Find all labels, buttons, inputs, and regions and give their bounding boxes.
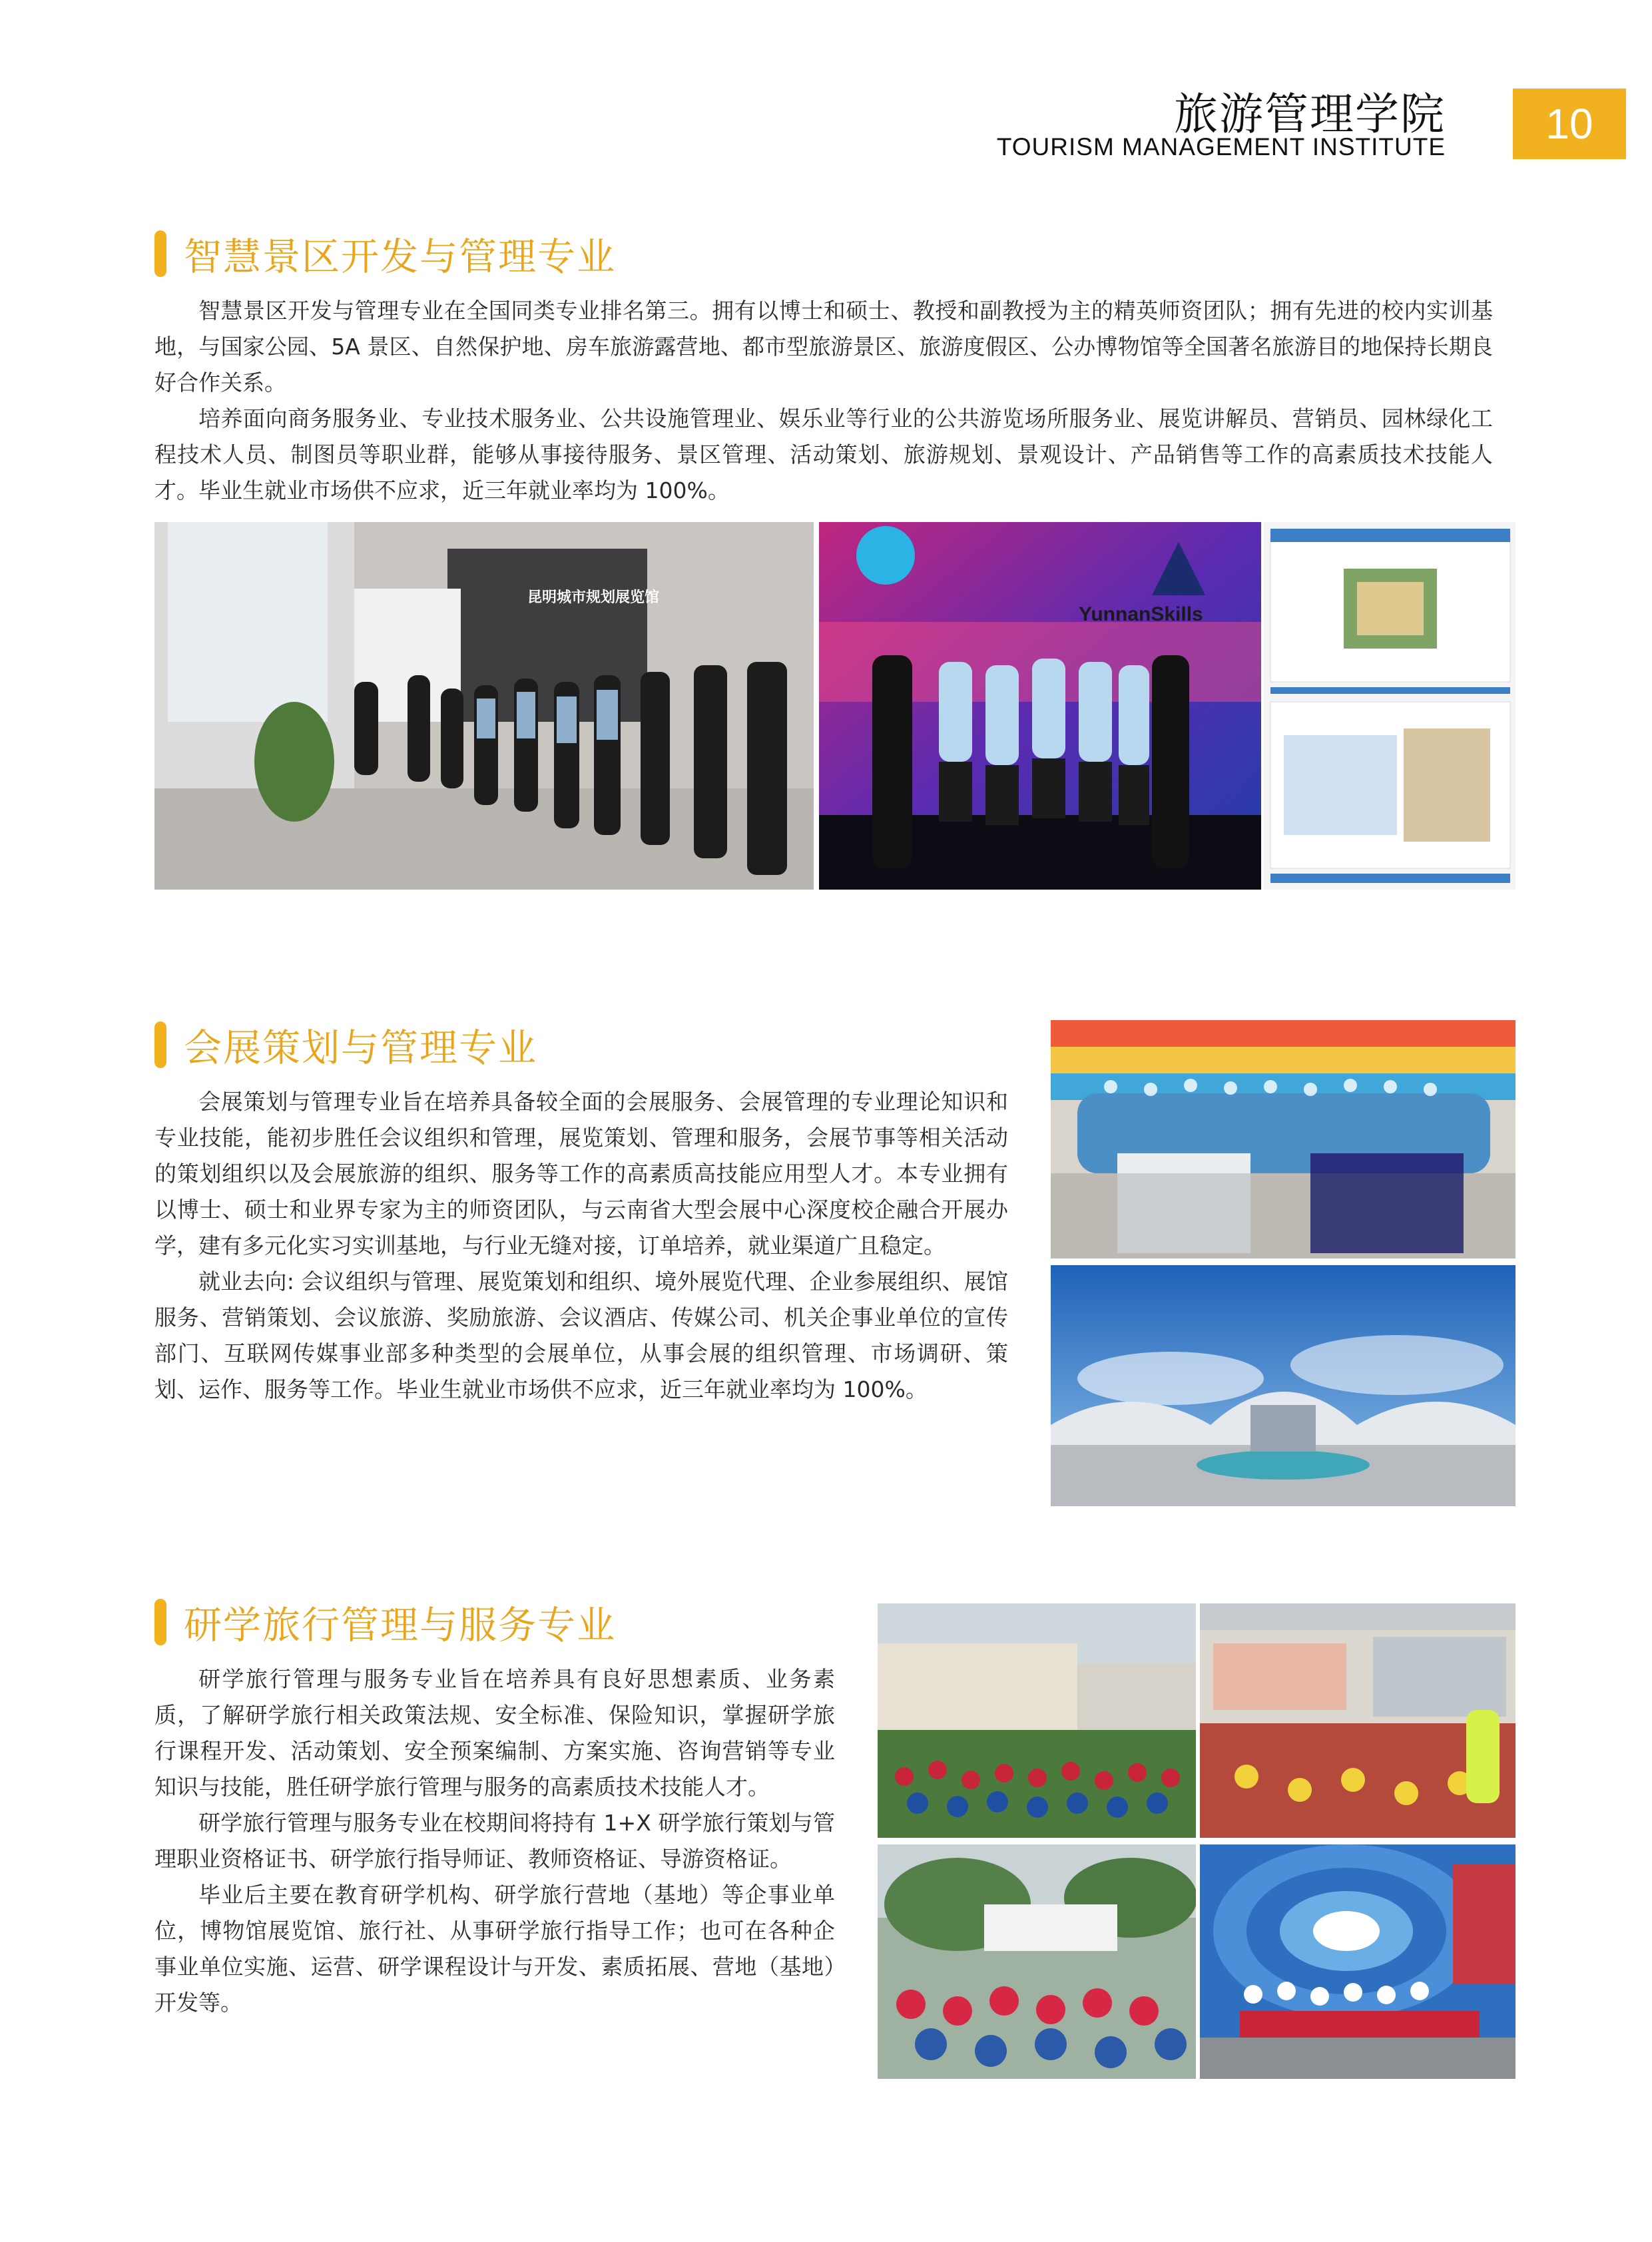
photo-exhibition-hall-tour-image (154, 522, 814, 890)
section-body-smart-scenic (154, 293, 1493, 509)
photo-exhibition-hall-tour (154, 522, 814, 890)
photo-students-track-image (1200, 1603, 1515, 1838)
paragraph: 毕业后主要在教育研学机构、研学旅行营地（基地）等企事业单位，博物馆展览馆、旅行社、从事研学旅行指导工作；也可在各种企事业单位实施、运营、研学课程设计与开发、素质拓展、营地（基地）开发等。 (154, 1882, 835, 2016)
photo-students-banner (878, 1844, 1196, 2079)
photo-students-school-yard (878, 1603, 1196, 1838)
paragraph: 会展策划与管理专业旨在培养具备较全面的会展服务、会展管理的专业理论知识和专业技能，能初步胜任会议组织和管理，展览策划、管理和服务，会展节事等相关活动的策划组织以及会展旅游的组织、服务等工作的高素质高技能应用型人才。本专业拥有以博士、硕士和业界专家为主的师资团队，与云南省大型会展中心深度校企融合开展办学，建有多元化实习实训基地，与行业无缝对接，订单培养，就业渠道广且稳定。 (154, 1089, 1008, 1259)
institute-subtitle: TOURISM MANAGEMENT INSTITUTE (996, 133, 1446, 160)
photo-volunteer-group-image (1051, 1020, 1515, 1259)
section-body-exhibition (154, 1084, 1008, 1408)
section-body-study-travel (154, 1661, 835, 2021)
photo-exhibition-center-image (1051, 1265, 1515, 1506)
stage-brand-text: YunnanSkills (1079, 603, 1203, 625)
photo-students-tunnel-image (1200, 1844, 1515, 2079)
section-title-text: 智慧景区开发与管理专业 (184, 235, 616, 279)
photo-award-ceremony (819, 522, 1261, 890)
paragraph: 智慧景区开发与管理专业在全国同类专业排名第三。拥有以博士和硕士、教授和副教授为主的精英师资团队；拥有先进的校内实训基地，与国家公园、5A 景区、自然保护地、房车旅游露营地、都市型旅游景区、旅游度假区、公办博物馆等全国著名旅游目的地保持长期良好合作关系。 (154, 298, 1493, 396)
section-title-smart-scenic (154, 226, 616, 281)
photo-students-track (1200, 1603, 1515, 1838)
photo-design-slides-image (1264, 522, 1515, 890)
photo-volunteer-group (1051, 1020, 1515, 1259)
hall-sign-text: 昆明城市规划展览馆 (527, 589, 660, 605)
institute-title: 旅游管理学院 (1174, 89, 1446, 140)
section-title-text: 会展策划与管理专业 (184, 1026, 537, 1070)
photo-award-ceremony-image (819, 522, 1261, 890)
section-title-text: 研学旅行管理与服务专业 (184, 1603, 616, 1647)
title-accent-bar (154, 230, 166, 277)
title-accent-bar (154, 1599, 166, 1645)
page-number: 10 (1513, 89, 1626, 159)
title-accent-bar (154, 1021, 166, 1068)
paragraph: 研学旅行管理与服务专业旨在培养具有良好思想素质、业务素质，了解研学旅行相关政策法规、安全标准、保险知识，掌握研学旅行课程开发、活动策划、安全预案编制、方案实施、咨询营销等专业知识与技能，胜任研学旅行管理与服务的高素质技术技能人才。 (154, 1666, 835, 1800)
section-title-study-travel (154, 1595, 616, 1649)
paragraph: 研学旅行管理与服务专业在校期间将持有 1+X 研学旅行策划与管理职业资格证书、研学旅行指导师证、教师资格证、导游资格证。 (154, 1810, 835, 1872)
photo-design-slides (1264, 522, 1515, 890)
photo-students-banner-image (878, 1844, 1196, 2079)
photo-exhibition-center (1051, 1265, 1515, 1506)
photo-students-school-yard-image (878, 1603, 1196, 1838)
photo-students-tunnel (1200, 1844, 1515, 2079)
paragraph: 就业去向: 会议组织与管理、展览策划和组织、境外展览代理、企业参展组织、展馆服务、营销策划、会议旅游、奖励旅游、会议酒店、传媒公司、机关企事业单位的宣传部门、互联网传媒事业部多种类型的会展单位，从事会展的组织管理、市场调研、策划、运作、服务等工作。毕业生就业市场供不应求，近三年就业率均为 100%。 (154, 1268, 1008, 1402)
section-title-exhibition (154, 1017, 537, 1072)
paragraph: 培养面向商务服务业、专业技术服务业、公共设施管理业、娱乐业等行业的公共游览场所服务业、展览讲解员、营销员、园林绿化工程技术人员、制图员等职业群，能够从事接待服务、景区管理、活动策划、旅游规划、景观设计、产品销售等工作的高素质技术技能人才。毕业生就业市场供不应求，近三年就业率均为 100%。 (154, 406, 1493, 503)
